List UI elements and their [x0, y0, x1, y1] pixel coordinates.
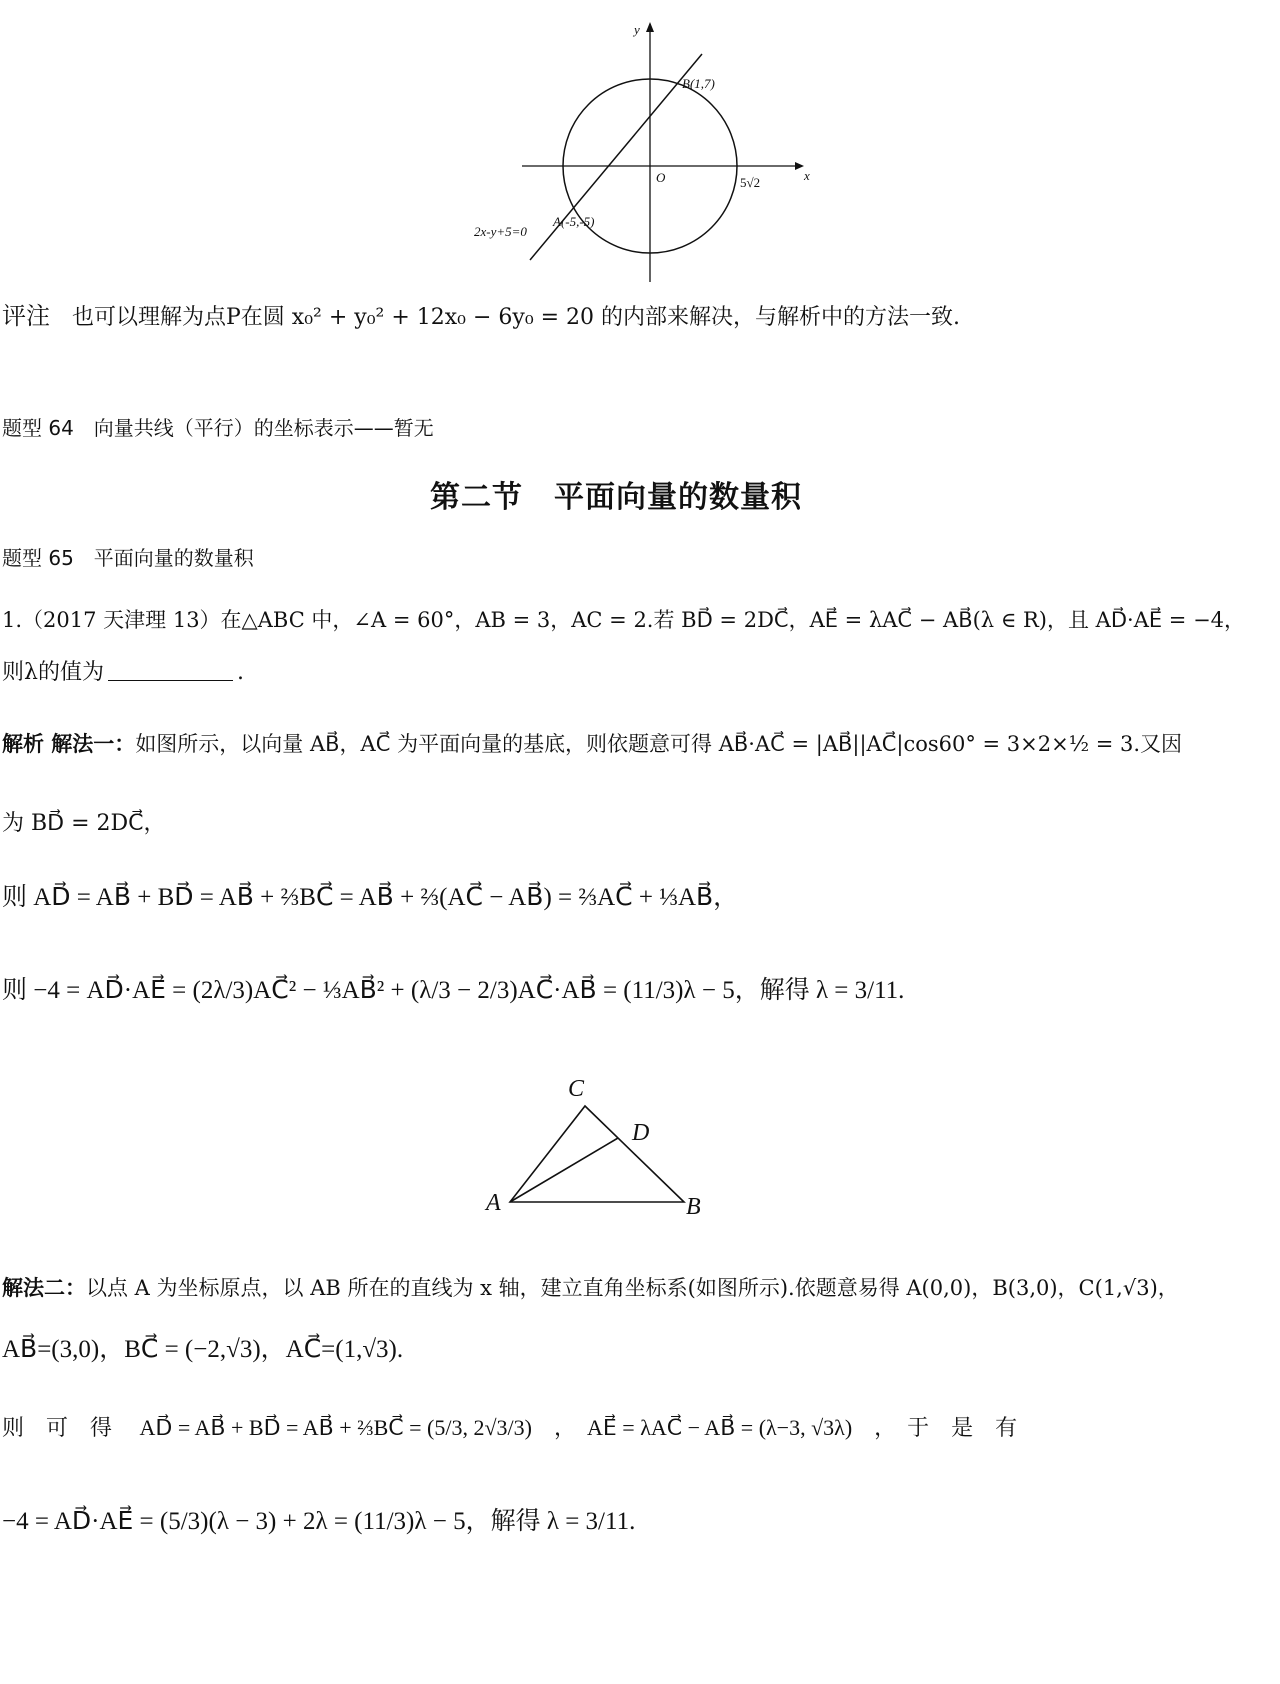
answer-blank[interactable] [108, 680, 233, 681]
problem-suffix: . [236, 660, 244, 685]
remark [2, 296, 960, 331]
origin-label: O [656, 170, 666, 185]
y-axis-arrow [646, 22, 654, 32]
solution1-line-3: 则 AD⃗ = AB⃗ + BD⃗ = AB⃗ + ⅔BC⃗ = AB⃗ + ⅔(AC⃗ − AB⃗) = ⅔AC⃗ + ⅓AB⃗， [2, 884, 739, 911]
point-a-label: A(-5,-5) [553, 214, 595, 229]
solution2-line-3: 则 可 得 AD⃗ = AB⃗ + BD⃗ = AB⃗ + ⅔BC⃗ = (5/3, 2√3/3) ， AE⃗ = λAC⃗ − AB⃗ = (λ−3, √3λ) ， 于 是 有 [2, 1415, 1018, 1440]
problem-line-2 [2, 657, 244, 689]
type-64-heading: 题型 64 向量共线（平行）的坐标表示——暂无 [2, 416, 434, 440]
section-title: 第二节 平面向量的数量积 [430, 480, 802, 515]
solution1-line-4: 则 −4 = AD⃗·AE⃗ = (2λ/3)AC⃗² − ⅓AB⃗² + (λ/3 − 2/3)AC⃗·AB⃗ = (11/3)λ − 5，解得 λ = 3/11. [2, 977, 905, 1004]
solution2-text-1: 以点 A 为坐标原点，以 AB 所在的直线为 x 轴，建立直角坐标系(如图所示).依题意易得 A(0,0)，B(3,0)，C(1,√3)， [86, 1276, 1179, 1300]
solution1-line-1 [2, 728, 1182, 760]
point-d-label: D [632, 1120, 650, 1146]
triangle-figure [478, 1068, 718, 1223]
segment-ad [510, 1138, 618, 1202]
solution2-line-4: −4 = AD⃗·AE⃗ = (5/3)(λ − 3) + 2λ = (11/3)λ − 5，解得 λ = 3/11. [2, 1508, 636, 1535]
line-2x-y-5 [530, 54, 702, 260]
line-equation-label: 2x-y+5=0 [474, 224, 527, 239]
solution2-line-1 [2, 1272, 1179, 1304]
solution1-label: 解析 解法一： [2, 731, 136, 756]
solution1-line-2: 为 BD⃗ = 2DC⃗， [2, 811, 166, 836]
vertex-b-label: B [686, 1194, 701, 1220]
triangle-abc [510, 1106, 684, 1202]
radius-label: 5√2 [740, 175, 761, 190]
problem-line-1: 1.（2017 天津理 13）在△ABC 中，∠A = 60°，AB = 3，AC = 2.若 BD⃗ = 2DC⃗，AE⃗ = λAC⃗ − AB⃗(λ ∈ R)，且 AD⃗·AE⃗ = −4， [2, 608, 1246, 632]
x-axis-arrow [795, 162, 804, 170]
remark-label: 评注 [2, 302, 50, 330]
solution2-label: 解法二： [2, 1275, 86, 1300]
circle-line-figure [470, 10, 810, 290]
x-axis-label: x [804, 168, 810, 183]
vertex-a-label: A [486, 1190, 501, 1216]
remark-text: 也可以理解为点P在圆 x₀² + y₀² + 12x₀ − 6y₀ = 20 的内部来解决，与解析中的方法一致. [72, 305, 961, 330]
y-axis-label: y [634, 22, 640, 37]
type-65-heading: 题型 65 平面向量的数量积 [2, 546, 254, 570]
point-b-label: B(1,7) [682, 76, 715, 91]
solution1-text-1: 如图所示，以向量 AB⃗，AC⃗ 为平面向量的基底，则依题意可得 AB⃗·AC⃗ = |AB⃗||AC⃗|cos60° = 3×2×½ = 3.又因 [135, 732, 1183, 756]
vertex-c-label: C [568, 1076, 585, 1102]
problem-prefix: 则λ的值为 [2, 660, 104, 685]
solution2-line-2: AB⃗=(3,0)，BC⃗ = (−2,√3)，AC⃗=(1,√3). [2, 1336, 404, 1363]
